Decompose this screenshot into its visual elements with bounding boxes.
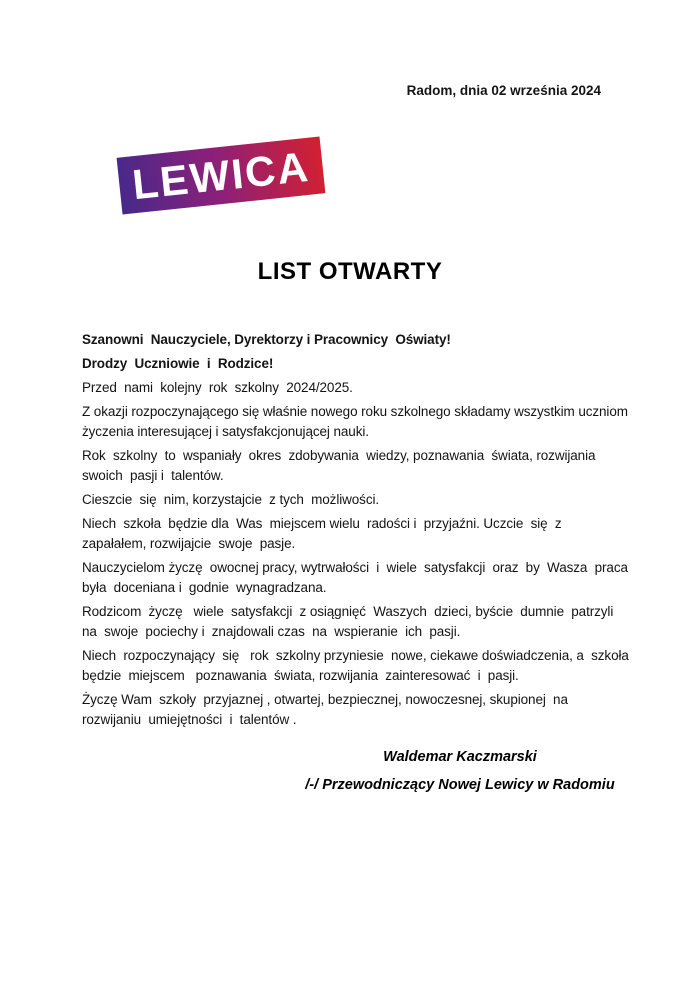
paragraph-line: Rodzicom życzę wiele satysfakcji z osiągnięć Waszych dzieci, byście dumnie patrzyli (82, 604, 614, 619)
paragraph (82, 378, 642, 398)
paragraph (82, 402, 642, 442)
paragraph-line: zapałałem, rozwijajcie swoje pasje. (82, 536, 296, 551)
lewica-logo (117, 136, 326, 214)
signature-name: Waldemar Kaczmarski (383, 749, 537, 765)
paragraph-line: Z okazji rozpoczynającego się właśnie nowego roku szkolnego składamy wszystkim uczniom (82, 404, 628, 419)
paragraph (82, 646, 642, 686)
paragraph-line: Szanowni Nauczyciele, Dyrektorzy i Pracownicy Oświaty! (82, 332, 451, 347)
salutation-teachers (82, 330, 642, 350)
paragraph-line: rozwijaniu umiejętności i talentów . (82, 712, 297, 727)
paragraph (82, 558, 642, 598)
paragraph (82, 690, 642, 730)
paragraph-line: życzenia interesującej i satysfakcjonującej nauki. (82, 424, 369, 439)
letter-title: LIST OTWARTY (257, 258, 443, 285)
salutation-students (82, 354, 642, 374)
paragraph (82, 446, 642, 486)
paragraph-line: będzie miejscem poznawania świata, rozwijania zainteresować i pasji. (82, 668, 519, 683)
paragraph-line: na swoje pociechy i znajdowali czas na wspieranie ich pasji. (82, 624, 461, 639)
paragraph-line: swoich pasji i talentów. (82, 468, 224, 483)
paragraph-line: Niech szkoła będzie dla Was miejscem wielu radości i przyjaźni. Uczcie się z (82, 516, 562, 531)
paragraph-line: Życzę Wam szkoły przyjaznej , otwartej, bezpiecznej, nowoczesnej, skupionej na (82, 692, 568, 707)
paragraph-line: Nauczycielom życzę owocnej pracy, wytrwałości i wiele satysfakcji oraz by Wasza praca (82, 560, 628, 575)
paragraph (82, 490, 642, 510)
paragraph-line: Rok szkolny to wspaniały okres zdobywania wiedzy, poznawania świata, rozwijania (82, 448, 596, 463)
paragraph (82, 602, 642, 642)
paragraph-line: Niech rozpoczynający się rok szkolny przyniesie nowe, ciekawe doświadczenia, a szkoła (82, 648, 629, 663)
paragraph (82, 514, 642, 554)
paragraph-line: Drodzy Uczniowie i Rodzice! (82, 356, 274, 371)
date-line: Radom, dnia 02 września 2024 (406, 83, 601, 98)
paragraph-line: była doceniana i godnie wynagradzana. (82, 580, 327, 595)
lewica-logo-text: LEWICA (130, 142, 312, 208)
paragraph-line: Cieszcie się nim, korzystajcie z tych możliwości. (82, 492, 380, 507)
letter-body (82, 330, 642, 734)
paragraph-line: Przed nami kolejny rok szkolny 2024/2025. (82, 380, 353, 395)
signature-block (290, 749, 630, 793)
signature-role: /-/ Przewodniczący Nowej Lewicy w Radomiu (305, 777, 615, 793)
